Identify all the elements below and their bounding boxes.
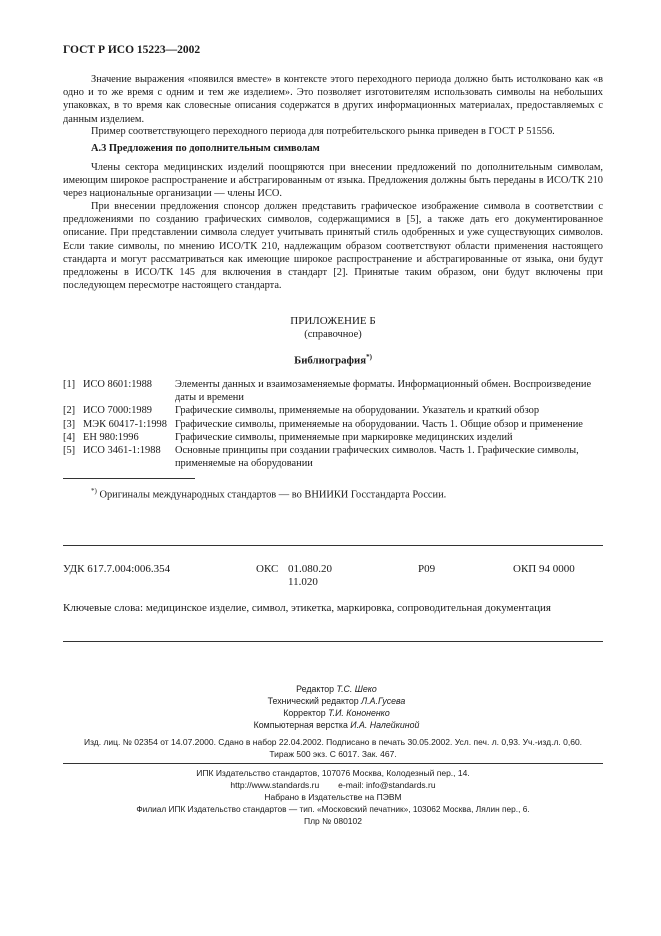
bibliography-item: [63, 444, 603, 470]
footnote-text: Оригиналы международных стандартов — во ВНИИКИ Госстандарта России.: [99, 489, 447, 501]
imprint-line-2: Тираж 500 экз. С 6017. Зак. 467.: [269, 749, 397, 759]
udk-code: УДК 617.7.004:006.354: [63, 563, 171, 575]
imprint-line-7: Плр № 080102: [303, 816, 362, 826]
publisher-website: http://www.standards.ru: [230, 780, 320, 790]
footnote-rule: [63, 478, 195, 479]
credits-layout: [196, 719, 477, 731]
credits-editor-label: Редактор: [296, 684, 335, 694]
bibliography-item: [63, 404, 603, 417]
bibliography-item-number: [5]: [63, 445, 76, 457]
oks-code-2: 11.020: [288, 576, 318, 588]
bibliography-item-number: [1]: [63, 379, 76, 390]
bibliography-item-code: МЭК 60417-1:1998: [83, 418, 167, 430]
credits-tech-editor-name: Л.А.Гусева: [361, 696, 406, 706]
credits-tech-editor-label: Технический редактор: [267, 696, 359, 706]
bibliography-item-text: Графические символы, применяемые на оборудовании. Часть 1. Общие обзор и применение: [175, 418, 583, 430]
imprint-line-6: Филиал ИПК Издательство стандартов — тип. «Московский печатник», 103062 Москва, Лялин пер., 6.: [136, 804, 530, 814]
credits-layout-label: Компьютерная верстка: [253, 720, 348, 730]
bibliography-heading-text: Библиография: [294, 354, 367, 367]
bibliography-item: [63, 418, 603, 431]
bibliography-item-text: Графические символы, применяемые при маркировке медицинских изделий: [175, 431, 513, 443]
document-header: ГОСТ Р ИСО 15223—2002: [63, 44, 201, 56]
bibliography-item-code: ИСО 8601:1988: [83, 379, 152, 390]
credits-corrector-name: Т.И. Кононенко: [328, 708, 390, 718]
bibliography-item-text: Элементы данных и взаимозаменяемые форматы. Информационный обмен. Воспроизведение даты и времени: [175, 379, 592, 404]
bibliography-item-code: ИСО 3461-1:1988: [83, 445, 161, 457]
credits-corrector-label: Корректор: [283, 708, 326, 718]
okp-code: ОКП 94 0000: [513, 563, 575, 575]
appendix-title: ПРИЛОЖЕНИЕ Б: [290, 315, 376, 327]
section-a3-title: А.3 Предложения по дополнительным символам: [91, 143, 320, 154]
imprint-line-1: Изд. лиц. № 02354 от 14.07.2000. Сдано в набор 22.04.2002. Подписано в печать 30.05.2002. Усл. печ. л. 0,93. Уч.-изд.л. 0,60.: [83, 737, 583, 747]
footnote-mark: *): [91, 487, 97, 495]
appendix-subtitle: (справочное): [304, 329, 362, 340]
bibliography-item: [63, 378, 603, 404]
bibliography-item-code: ИСО 7000:1989: [83, 405, 152, 417]
credits-tech-editor: [196, 695, 477, 707]
section-a3-paragraph-2: При внесении предложения спонсор должен представить графическое изображение символа в соответствии с предложениями по созданию графических символов, содержащимися в [5], а также дать его документированное описание. При представлении символа следует учитывать принятый стиль одобренных и уже существующих символов. Если такие символы, по мнению ИСО/ТК 210, надлежащим образом соответствуют области применения настоящего стандарта и могут рассматриваться как имеющие широкое распространение и абстрагированные от языка, они будут предложены в ИСО/ТК 145 для включения в стандарт [2]. Принятые таким образом, они будут включены при последующем пересмотре настоящего стандарта.: [63, 201, 603, 292]
credits-corrector: [196, 707, 477, 719]
keywords: Ключевые слова: медицинское изделие, символ, этикетка, маркировка, сопроводительная документация: [63, 602, 551, 614]
bibliography-item-text: Графические символы, применяемые на оборудовании. Указатель и краткий обзор: [175, 405, 540, 417]
section-a3-paragraph-1: Члены сектора медицинских изделий поощряются при внесении предложений по дополнительным символам, имеющим широкое распространение и абстрагированным от языка. Предложения должны быть переданы в ИСО/ТК 210 через национальные организации — члены ИСО.: [63, 162, 603, 200]
publisher-email: e-mail: info@standards.ru: [338, 780, 436, 790]
bibliography-item: [63, 431, 603, 444]
bibliography-item-number: [3]: [63, 418, 76, 430]
bibliography-item-code: ЕН 980:1996: [83, 431, 139, 443]
imprint-rule: [63, 763, 603, 764]
keywords-rule: [63, 641, 603, 642]
oks-code-1: 01.080.20: [288, 563, 332, 575]
bibliography-item-number: [4]: [63, 431, 76, 443]
imprint-line-3: ИПК Издательство стандартов, 107076 Москва, Колодезный пер., 14.: [196, 768, 470, 778]
intro-paragraph-1: Значение выражения «появился вместе» в контексте этого переходного периода должно быть истолковано как «в одно и то же время с одним и тем же изделием». Это позволяет изготовителям использовать символы на небольших упаковках, в то время как словесные описания содержатся в других информационных материалах, предоставляемых с данным изделием.: [63, 74, 603, 125]
credits-editor: [196, 683, 477, 695]
bibliography-heading: [233, 353, 433, 367]
bibliography-list: [63, 378, 603, 470]
credits-layout-name: И.А. Налейкиной: [350, 720, 420, 730]
credits-editor-name: Т.С. Шеко: [336, 684, 377, 694]
bibliography-item-number: [2]: [63, 405, 76, 417]
imprint-line-4: [63, 780, 603, 790]
bibliography-heading-mark: *): [366, 353, 372, 361]
classification-rule: [63, 545, 603, 546]
imprint-line-5: Набрано в Издательстве на ПЭВМ: [264, 792, 402, 802]
intro-paragraph-2: Пример соответствующего переходного периода для потребительского рынка приведен в ГОСТ Р 51556.: [91, 126, 555, 137]
footnote: [91, 487, 446, 500]
p-code: Р09: [418, 563, 436, 575]
oks-label: ОКС: [256, 563, 279, 575]
bibliography-item-text: Основные принципы при создании графических символов. Часть 1. Графические символы, применяемые на оборудовании: [175, 445, 579, 470]
